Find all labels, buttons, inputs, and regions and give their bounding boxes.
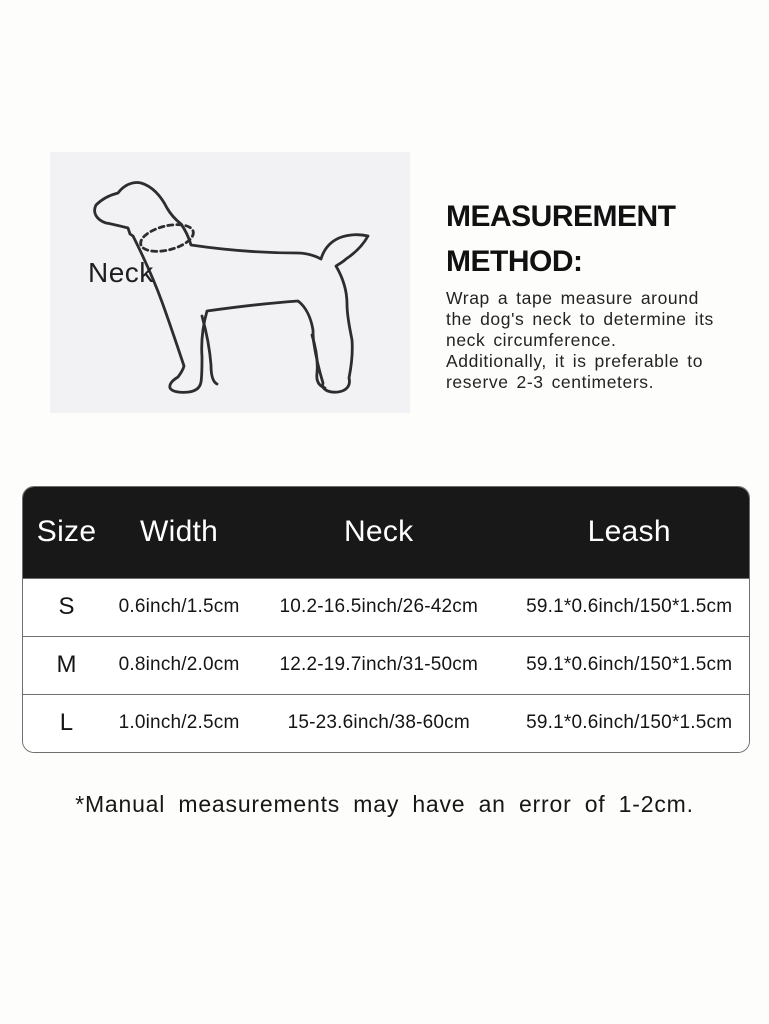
instructions-body-line: Wrap a tape measure around — [446, 288, 699, 308]
dog-far-front-leg-line — [202, 316, 217, 384]
instructions-body — [446, 288, 746, 393]
table-row-l — [23, 694, 749, 752]
cell-neck: 12.2-19.7inch/31-50cm — [248, 636, 509, 694]
column-header-leash: Leash — [509, 487, 749, 578]
measurement-instructions — [446, 194, 746, 393]
table-row-s — [23, 578, 749, 636]
size-table-header-row — [23, 487, 749, 578]
dog-outline-sketch — [50, 152, 410, 413]
cell-neck: 10.2-16.5inch/26-42cm — [248, 578, 509, 636]
instructions-body-line: reserve 2-3 centimeters. — [446, 372, 655, 392]
instructions-title-line2: METHOD: — [446, 245, 583, 278]
cell-width: 0.8inch/2.0cm — [110, 636, 248, 694]
column-header-neck: Neck — [248, 487, 509, 578]
instructions-title-line1: MEASUREMENT — [446, 200, 676, 233]
cell-size: S — [23, 578, 110, 636]
cell-neck: 15-23.6inch/38-60cm — [248, 694, 509, 752]
neck-label: Neck — [88, 257, 154, 288]
cell-width: 0.6inch/1.5cm — [110, 578, 248, 636]
instructions-body-line: Additionally, it is preferable to — [446, 351, 704, 371]
cell-size: L — [23, 694, 110, 752]
table-row-m — [23, 636, 749, 694]
cell-size: M — [23, 636, 110, 694]
column-header-width: Width — [110, 487, 248, 578]
column-header-size: Size — [23, 487, 110, 578]
cell-leash: 59.1*0.6inch/150*1.5cm — [509, 636, 749, 694]
cell-width: 1.0inch/2.5cm — [110, 694, 248, 752]
size-table — [22, 486, 750, 753]
measurement-error-footnote: *Manual measurements may have an error of 1-2cm. — [75, 791, 694, 817]
dog-illustration-panel — [50, 152, 410, 413]
instructions-body-line: the dog's neck to determine its — [446, 309, 714, 329]
cell-leash: 59.1*0.6inch/150*1.5cm — [509, 578, 749, 636]
cell-leash: 59.1*0.6inch/150*1.5cm — [509, 694, 749, 752]
instructions-body-line: neck circumference. — [446, 330, 617, 350]
